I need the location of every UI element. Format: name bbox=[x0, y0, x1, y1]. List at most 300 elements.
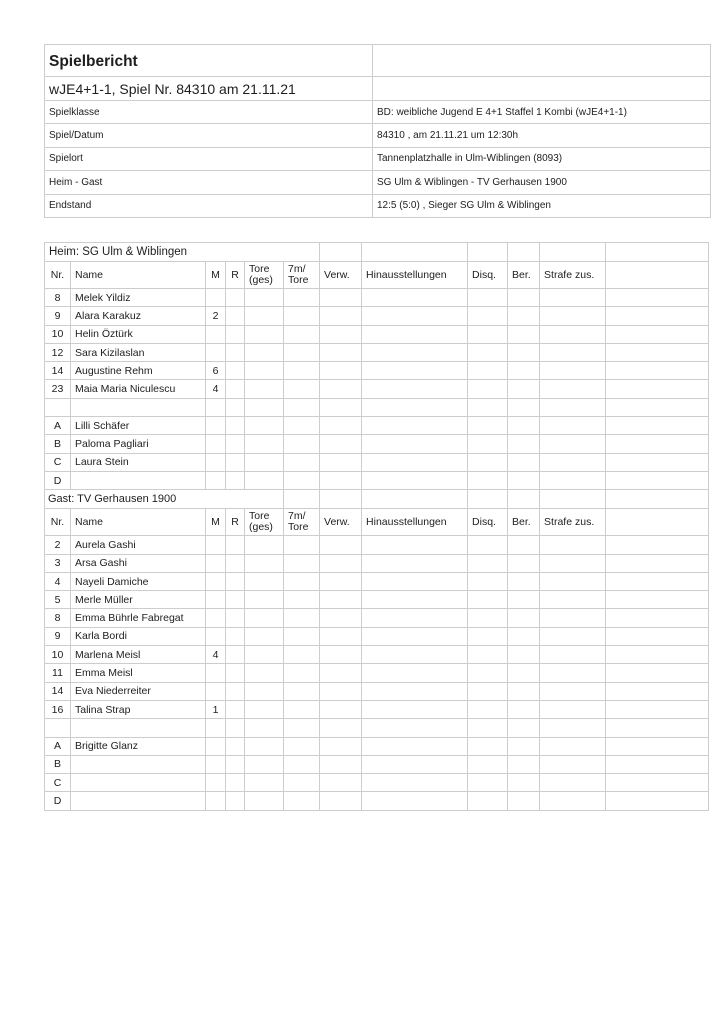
document-title: Spielbericht bbox=[45, 45, 373, 77]
empty-cell bbox=[540, 435, 606, 453]
player-m-value bbox=[206, 755, 226, 773]
player-m-value bbox=[206, 774, 226, 792]
empty-cell bbox=[320, 398, 362, 416]
empty-cell bbox=[373, 77, 711, 101]
empty-cell bbox=[468, 755, 508, 773]
player-number: 16 bbox=[45, 700, 71, 718]
empty-cell bbox=[284, 664, 320, 682]
empty-cell bbox=[362, 536, 468, 554]
empty-cell bbox=[245, 792, 284, 810]
empty-cell bbox=[508, 453, 540, 471]
player-row bbox=[45, 453, 709, 471]
empty-cell bbox=[606, 755, 709, 773]
empty-cell bbox=[245, 774, 284, 792]
empty-cell bbox=[362, 646, 468, 664]
info-row-spielort bbox=[45, 147, 711, 170]
empty-cell bbox=[606, 682, 709, 700]
empty-cell bbox=[508, 289, 540, 307]
empty-cell bbox=[540, 774, 606, 792]
empty-cell bbox=[320, 289, 362, 307]
empty-cell bbox=[508, 435, 540, 453]
empty-cell bbox=[226, 572, 245, 590]
player-name: Emma Meisl bbox=[71, 664, 206, 682]
empty-cell bbox=[284, 572, 320, 590]
player-m-value bbox=[206, 435, 226, 453]
col-header-tore: Tore (ges) bbox=[245, 262, 284, 289]
col-header-7m: 7m/ Tore bbox=[284, 262, 320, 289]
empty-cell bbox=[606, 792, 709, 810]
empty-cell bbox=[245, 719, 284, 737]
empty-cell bbox=[606, 490, 709, 509]
empty-cell bbox=[606, 646, 709, 664]
player-row bbox=[45, 362, 709, 380]
empty-cell bbox=[468, 536, 508, 554]
empty-cell bbox=[284, 325, 320, 343]
empty-cell bbox=[606, 243, 709, 262]
col-header-ber: Ber. bbox=[508, 262, 540, 289]
player-name: Augustine Rehm bbox=[71, 362, 206, 380]
empty-cell bbox=[540, 453, 606, 471]
empty-cell bbox=[284, 591, 320, 609]
empty-cell bbox=[606, 289, 709, 307]
empty-cell bbox=[540, 700, 606, 718]
empty-cell bbox=[226, 774, 245, 792]
empty-cell bbox=[606, 362, 709, 380]
col-header-hinausstellungen: Hinausstellungen bbox=[362, 262, 468, 289]
empty-cell bbox=[226, 700, 245, 718]
player-name bbox=[71, 755, 206, 773]
empty-cell bbox=[540, 737, 606, 755]
empty-cell bbox=[226, 325, 245, 343]
team-heading-row bbox=[45, 243, 709, 262]
empty-cell bbox=[606, 307, 709, 325]
empty-cell bbox=[284, 700, 320, 718]
empty-cell bbox=[606, 471, 709, 489]
col-header-hinausstellungen: Hinausstellungen bbox=[362, 509, 468, 536]
player-number: 5 bbox=[45, 591, 71, 609]
empty-cell bbox=[245, 343, 284, 361]
empty-cell bbox=[362, 627, 468, 645]
col-header-disq: Disq. bbox=[468, 509, 508, 536]
col-header-extra bbox=[606, 262, 709, 289]
empty-cell bbox=[362, 307, 468, 325]
empty-cell bbox=[508, 774, 540, 792]
empty-cell bbox=[540, 554, 606, 572]
player-name: Marlena Meisl bbox=[71, 646, 206, 664]
col-header-ber: Ber. bbox=[508, 509, 540, 536]
player-number: 11 bbox=[45, 664, 71, 682]
player-m-value bbox=[206, 398, 226, 416]
player-m-value bbox=[206, 682, 226, 700]
empty-cell bbox=[226, 554, 245, 572]
home-team-header bbox=[45, 243, 709, 289]
player-number: D bbox=[45, 792, 71, 810]
empty-cell bbox=[362, 700, 468, 718]
empty-cell bbox=[606, 609, 709, 627]
empty-cell bbox=[320, 627, 362, 645]
empty-cell bbox=[362, 554, 468, 572]
empty-cell bbox=[468, 435, 508, 453]
col-header-m: M bbox=[206, 509, 226, 536]
col-header-nr: Nr. bbox=[45, 262, 71, 289]
player-m-value bbox=[206, 554, 226, 572]
col-header-disq: Disq. bbox=[468, 262, 508, 289]
empty-cell bbox=[226, 453, 245, 471]
empty-cell bbox=[606, 627, 709, 645]
empty-cell bbox=[540, 307, 606, 325]
player-row bbox=[45, 774, 709, 792]
player-number: 9 bbox=[45, 627, 71, 645]
empty-cell bbox=[508, 591, 540, 609]
player-number: D bbox=[45, 471, 71, 489]
player-row bbox=[45, 398, 709, 416]
player-m-value bbox=[206, 572, 226, 590]
document-subtitle: wJE4+1-1, Spiel Nr. 84310 am 21.11.21 bbox=[45, 77, 373, 101]
info-value: 84310 , am 21.11.21 um 12:30h bbox=[373, 124, 711, 147]
empty-cell bbox=[245, 664, 284, 682]
player-name bbox=[71, 398, 206, 416]
empty-cell bbox=[468, 646, 508, 664]
player-m-value bbox=[206, 325, 226, 343]
col-header-7m: 7m/ Tore bbox=[284, 509, 320, 536]
player-name: Brigitte Glanz bbox=[71, 737, 206, 755]
empty-cell bbox=[320, 453, 362, 471]
empty-cell bbox=[362, 289, 468, 307]
player-m-value: 6 bbox=[206, 362, 226, 380]
empty-cell bbox=[245, 289, 284, 307]
empty-cell bbox=[468, 289, 508, 307]
player-row bbox=[45, 417, 709, 435]
empty-cell bbox=[362, 755, 468, 773]
player-row bbox=[45, 307, 709, 325]
player-m-value: 4 bbox=[206, 380, 226, 398]
empty-cell bbox=[226, 398, 245, 416]
empty-cell bbox=[606, 435, 709, 453]
empty-cell bbox=[540, 325, 606, 343]
player-m-value: 1 bbox=[206, 700, 226, 718]
empty-cell bbox=[320, 572, 362, 590]
player-name: Paloma Pagliari bbox=[71, 435, 206, 453]
empty-cell bbox=[540, 646, 606, 664]
empty-cell bbox=[508, 243, 540, 262]
player-name: Maia Maria Niculescu bbox=[71, 380, 206, 398]
empty-cell bbox=[284, 719, 320, 737]
player-name: Melek Yildiz bbox=[71, 289, 206, 307]
empty-cell bbox=[226, 682, 245, 700]
empty-cell bbox=[468, 719, 508, 737]
empty-cell bbox=[508, 417, 540, 435]
empty-cell bbox=[320, 343, 362, 361]
empty-cell bbox=[320, 755, 362, 773]
player-number: A bbox=[45, 417, 71, 435]
col-header-name: Name bbox=[71, 509, 206, 536]
empty-cell bbox=[508, 664, 540, 682]
empty-cell bbox=[226, 627, 245, 645]
player-number: B bbox=[45, 435, 71, 453]
player-row bbox=[45, 435, 709, 453]
empty-cell bbox=[320, 774, 362, 792]
player-name: Eva Niederreiter bbox=[71, 682, 206, 700]
player-name: Karla Bordi bbox=[71, 627, 206, 645]
info-row-heim-gast bbox=[45, 171, 711, 194]
empty-cell bbox=[606, 380, 709, 398]
empty-cell bbox=[320, 471, 362, 489]
subtitle-row bbox=[45, 77, 711, 101]
empty-cell bbox=[245, 435, 284, 453]
info-row-spielklasse bbox=[45, 101, 711, 124]
empty-cell bbox=[245, 471, 284, 489]
empty-cell bbox=[508, 490, 540, 509]
player-m-value bbox=[206, 343, 226, 361]
empty-cell bbox=[508, 554, 540, 572]
empty-cell bbox=[606, 417, 709, 435]
empty-cell bbox=[226, 664, 245, 682]
empty-cell bbox=[284, 289, 320, 307]
empty-cell bbox=[226, 289, 245, 307]
player-name: Helin Öztürk bbox=[71, 325, 206, 343]
empty-cell bbox=[362, 435, 468, 453]
player-row bbox=[45, 325, 709, 343]
empty-cell bbox=[245, 609, 284, 627]
empty-cell bbox=[320, 609, 362, 627]
player-number: C bbox=[45, 774, 71, 792]
player-m-value bbox=[206, 591, 226, 609]
empty-cell bbox=[468, 307, 508, 325]
player-name bbox=[71, 792, 206, 810]
player-row bbox=[45, 646, 709, 664]
info-value: 12:5 (5:0) , Sieger SG Ulm & Wiblingen bbox=[373, 194, 711, 217]
home-team-rows bbox=[45, 289, 709, 490]
guest-team-heading: Gast: TV Gerhausen 1900 bbox=[45, 490, 284, 509]
info-row-spiel-datum bbox=[45, 124, 711, 147]
empty-cell bbox=[284, 536, 320, 554]
player-number: 8 bbox=[45, 609, 71, 627]
player-name: Laura Stein bbox=[71, 453, 206, 471]
empty-cell bbox=[468, 774, 508, 792]
empty-cell bbox=[226, 755, 245, 773]
empty-cell bbox=[508, 536, 540, 554]
empty-cell bbox=[320, 325, 362, 343]
info-label: Spielklasse bbox=[45, 101, 373, 124]
empty-cell bbox=[508, 646, 540, 664]
empty-cell bbox=[540, 609, 606, 627]
empty-cell bbox=[284, 682, 320, 700]
player-m-value: 4 bbox=[206, 646, 226, 664]
empty-cell bbox=[508, 737, 540, 755]
empty-cell bbox=[245, 755, 284, 773]
player-number: A bbox=[45, 737, 71, 755]
empty-cell bbox=[320, 380, 362, 398]
empty-cell bbox=[468, 700, 508, 718]
empty-cell bbox=[284, 774, 320, 792]
info-label: Endstand bbox=[45, 194, 373, 217]
player-number bbox=[45, 719, 71, 737]
col-header-r: R bbox=[226, 262, 245, 289]
player-row bbox=[45, 627, 709, 645]
empty-cell bbox=[468, 417, 508, 435]
empty-cell bbox=[284, 609, 320, 627]
empty-cell bbox=[606, 325, 709, 343]
player-name: Emma Bührle Fabregat bbox=[71, 609, 206, 627]
col-header-tore: Tore (ges) bbox=[245, 509, 284, 536]
empty-cell bbox=[284, 792, 320, 810]
info-label: Spielort bbox=[45, 147, 373, 170]
empty-cell bbox=[226, 362, 245, 380]
player-row bbox=[45, 591, 709, 609]
player-row bbox=[45, 719, 709, 737]
empty-cell bbox=[226, 719, 245, 737]
info-label: Spiel/Datum bbox=[45, 124, 373, 147]
empty-cell bbox=[606, 572, 709, 590]
empty-cell bbox=[245, 380, 284, 398]
empty-cell bbox=[320, 682, 362, 700]
home-team-heading: Heim: SG Ulm & Wiblingen bbox=[45, 243, 320, 262]
empty-cell bbox=[362, 591, 468, 609]
player-number: 8 bbox=[45, 289, 71, 307]
empty-cell bbox=[468, 737, 508, 755]
empty-cell bbox=[468, 572, 508, 590]
player-m-value bbox=[206, 536, 226, 554]
player-number: 4 bbox=[45, 572, 71, 590]
info-label: Heim - Gast bbox=[45, 171, 373, 194]
empty-cell bbox=[362, 343, 468, 361]
empty-cell bbox=[245, 536, 284, 554]
info-value: Tannenplatzhalle in Ulm-Wiblingen (8093) bbox=[373, 147, 711, 170]
player-name bbox=[71, 719, 206, 737]
empty-cell bbox=[508, 627, 540, 645]
empty-cell bbox=[468, 664, 508, 682]
player-name: Nayeli Damiche bbox=[71, 572, 206, 590]
empty-cell bbox=[362, 398, 468, 416]
player-row bbox=[45, 755, 709, 773]
column-header-row bbox=[45, 509, 709, 536]
player-number: 3 bbox=[45, 554, 71, 572]
empty-cell bbox=[508, 325, 540, 343]
empty-cell bbox=[468, 471, 508, 489]
empty-cell bbox=[284, 380, 320, 398]
empty-cell bbox=[284, 417, 320, 435]
player-m-value bbox=[206, 792, 226, 810]
empty-cell bbox=[362, 774, 468, 792]
empty-cell bbox=[508, 362, 540, 380]
empty-cell bbox=[320, 435, 362, 453]
empty-cell bbox=[606, 719, 709, 737]
player-row bbox=[45, 664, 709, 682]
empty-cell bbox=[606, 591, 709, 609]
empty-cell bbox=[320, 737, 362, 755]
empty-cell bbox=[245, 572, 284, 590]
empty-cell bbox=[362, 572, 468, 590]
empty-cell bbox=[362, 243, 468, 262]
player-row bbox=[45, 343, 709, 361]
player-row bbox=[45, 609, 709, 627]
empty-cell bbox=[245, 325, 284, 343]
player-m-value bbox=[206, 609, 226, 627]
player-number: 14 bbox=[45, 362, 71, 380]
player-row bbox=[45, 792, 709, 810]
empty-cell bbox=[362, 737, 468, 755]
empty-cell bbox=[540, 490, 606, 509]
empty-cell bbox=[508, 609, 540, 627]
empty-cell bbox=[362, 719, 468, 737]
empty-cell bbox=[245, 417, 284, 435]
empty-cell bbox=[606, 737, 709, 755]
empty-cell bbox=[508, 700, 540, 718]
empty-cell bbox=[606, 774, 709, 792]
player-name: Merle Müller bbox=[71, 591, 206, 609]
info-value: SG Ulm & Wiblingen - TV Gerhausen 1900 bbox=[373, 171, 711, 194]
empty-cell bbox=[245, 627, 284, 645]
empty-cell bbox=[468, 325, 508, 343]
empty-cell bbox=[320, 490, 362, 509]
empty-cell bbox=[284, 398, 320, 416]
col-header-name: Name bbox=[71, 262, 206, 289]
empty-cell bbox=[540, 243, 606, 262]
empty-cell bbox=[362, 490, 468, 509]
player-number: B bbox=[45, 755, 71, 773]
player-name: Talina Strap bbox=[71, 700, 206, 718]
empty-cell bbox=[226, 380, 245, 398]
empty-cell bbox=[508, 343, 540, 361]
empty-cell bbox=[245, 554, 284, 572]
empty-cell bbox=[508, 380, 540, 398]
empty-cell bbox=[245, 700, 284, 718]
empty-cell bbox=[284, 755, 320, 773]
empty-cell bbox=[226, 737, 245, 755]
empty-cell bbox=[508, 572, 540, 590]
empty-cell bbox=[540, 719, 606, 737]
empty-cell bbox=[284, 737, 320, 755]
empty-cell bbox=[468, 627, 508, 645]
empty-cell bbox=[320, 591, 362, 609]
player-number: 9 bbox=[45, 307, 71, 325]
empty-cell bbox=[468, 380, 508, 398]
empty-cell bbox=[362, 471, 468, 489]
empty-cell bbox=[320, 719, 362, 737]
info-row-endstand bbox=[45, 194, 711, 217]
player-number bbox=[45, 398, 71, 416]
empty-cell bbox=[226, 792, 245, 810]
empty-cell bbox=[284, 490, 320, 509]
empty-cell bbox=[468, 792, 508, 810]
empty-cell bbox=[226, 609, 245, 627]
empty-cell bbox=[508, 792, 540, 810]
player-m-value bbox=[206, 627, 226, 645]
empty-cell bbox=[540, 536, 606, 554]
player-m-value bbox=[206, 453, 226, 471]
player-m-value bbox=[206, 289, 226, 307]
empty-cell bbox=[284, 307, 320, 325]
col-header-verw: Verw. bbox=[320, 262, 362, 289]
player-number: C bbox=[45, 453, 71, 471]
empty-cell bbox=[320, 792, 362, 810]
empty-cell bbox=[508, 307, 540, 325]
empty-cell bbox=[606, 700, 709, 718]
player-row bbox=[45, 471, 709, 489]
empty-cell bbox=[468, 609, 508, 627]
empty-cell bbox=[606, 453, 709, 471]
empty-cell bbox=[362, 664, 468, 682]
empty-cell bbox=[540, 343, 606, 361]
empty-cell bbox=[373, 45, 711, 77]
empty-cell bbox=[320, 700, 362, 718]
empty-cell bbox=[362, 380, 468, 398]
empty-cell bbox=[362, 792, 468, 810]
empty-cell bbox=[320, 536, 362, 554]
empty-cell bbox=[320, 646, 362, 664]
player-number: 12 bbox=[45, 343, 71, 361]
player-m-value bbox=[206, 417, 226, 435]
